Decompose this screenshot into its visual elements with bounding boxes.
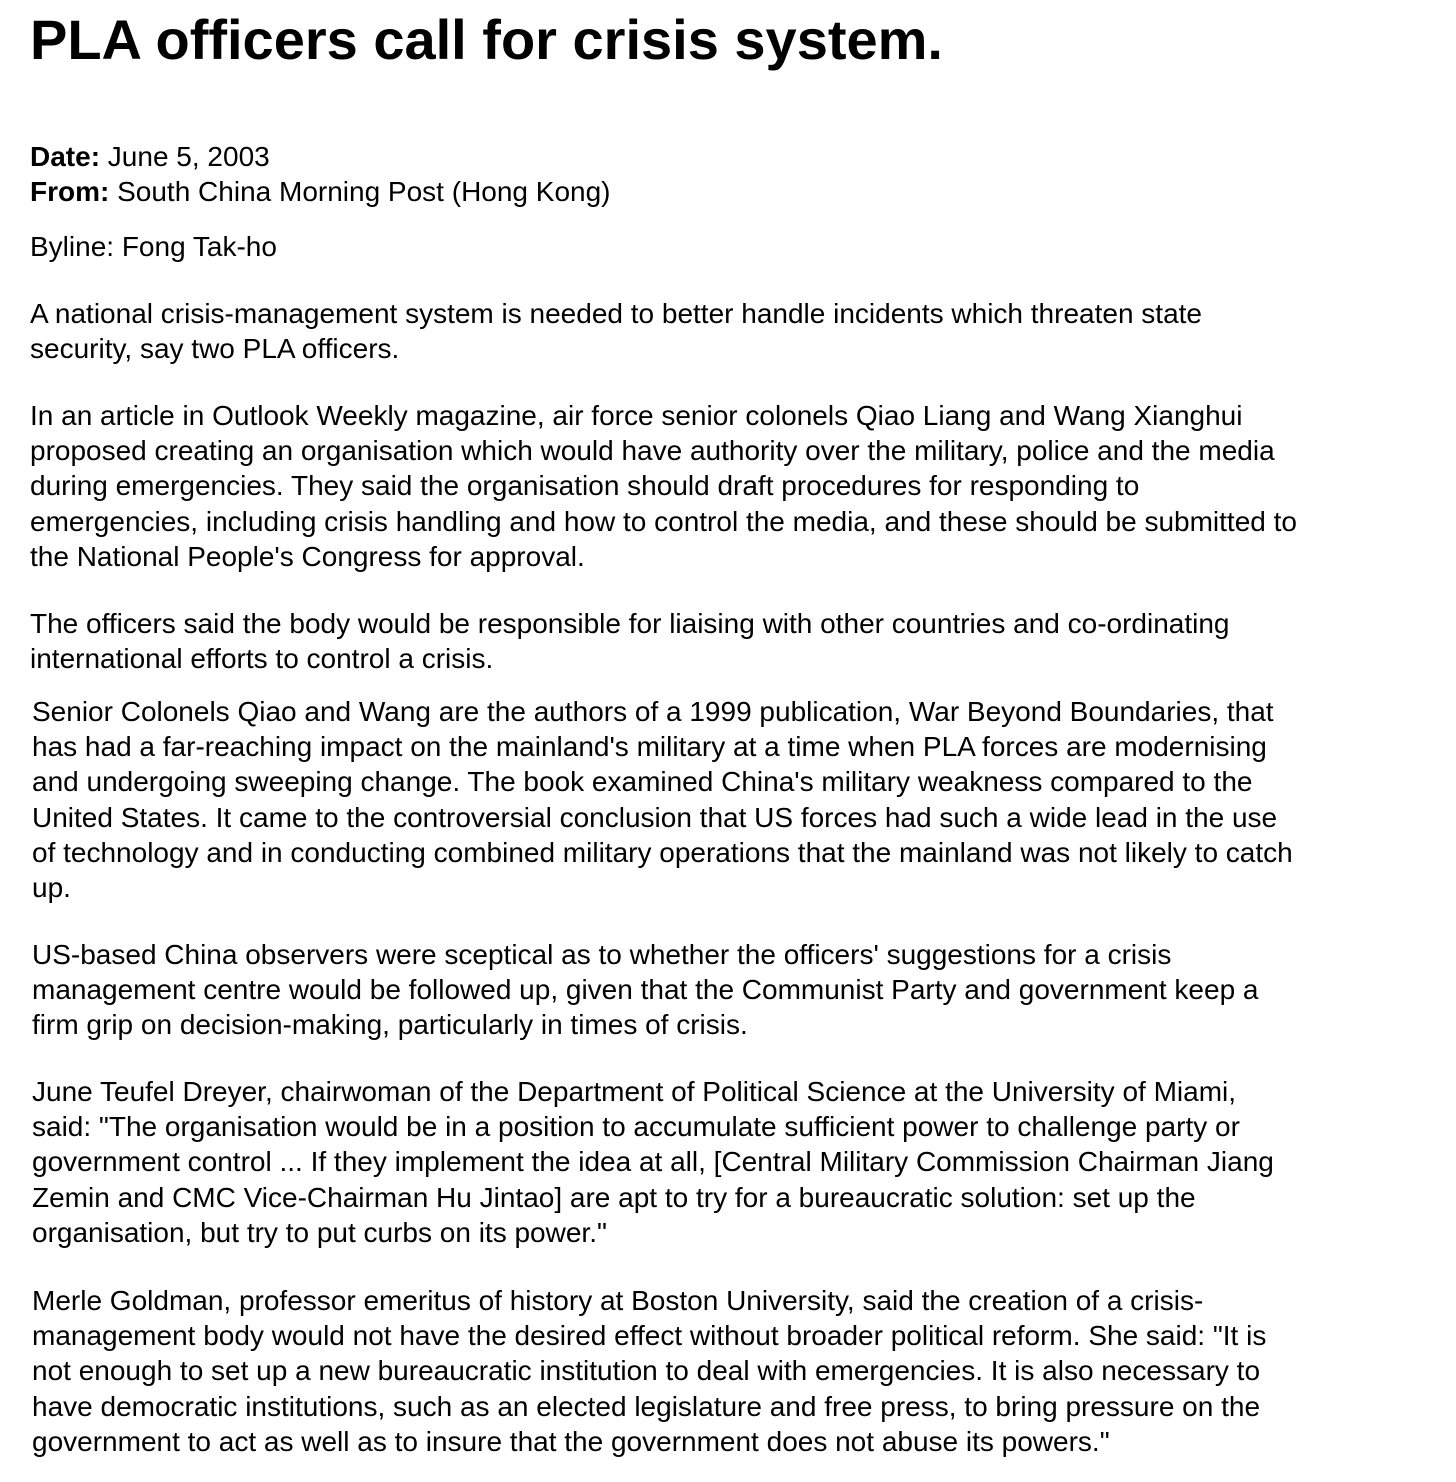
paragraph-line: government to act as well as to insure that the government does not abuse its powers." (32, 1425, 1110, 1457)
paragraph-line: organisation, but try to put curbs on its power." (32, 1216, 607, 1248)
paragraph-line: government control ... If they implement the idea at all, [Central Military Commission Chairman Jiang (32, 1146, 1274, 1178)
paragraph (30, 398, 1450, 574)
date-value: June 5, 2003 (100, 141, 270, 172)
source-label: From: (30, 176, 110, 207)
paragraph-line: A national crisis-management system is needed to better handle incidents which threaten state (30, 298, 1202, 329)
paragraph (30, 606, 1450, 676)
paragraph (32, 1074, 1452, 1250)
paragraph-line: The officers said the body would be responsible for liaising with other countries and co-ordinating (30, 608, 1230, 639)
paragraph-line: US-based China observers were sceptical as to whether the officers' suggestions for a crisis (32, 939, 1172, 970)
paragraph-line: during emergencies. They said the organisation should draft procedures for responding to (30, 470, 1140, 502)
paragraph-line: In an article in Outlook Weekly magazine, air force senior colonels Qiao Liang and Wang Xianghui (30, 400, 1243, 431)
source-value: South China Morning Post (Hong Kong) (109, 176, 611, 207)
paragraph-line: June Teufel Dreyer, chairwoman of the Department of Political Science at the University of Miami, (32, 1076, 1237, 1107)
paragraph-line: management body would not have the desired effect without broader political reform. She said: "It is (32, 1320, 1267, 1352)
paragraph (32, 937, 1452, 1043)
paragraph-line: international efforts to control a crisis. (30, 643, 494, 675)
article-title: PLA officers call for crisis system. (30, 8, 943, 71)
paragraph-line: United States. It came to the controversial conclusion that US forces had such a wide lead in the use (32, 801, 1278, 833)
paragraph (30, 296, 1450, 366)
paragraph-line: management centre would be followed up, given that the Communist Party and government keep a (32, 974, 1259, 1006)
paragraph-line: emergencies, including crisis handling and how to control the media, and these should be submitted to (30, 505, 1297, 537)
date-label: Date: (30, 141, 101, 172)
article-meta (30, 139, 611, 209)
paragraph-line: security, say two PLA officers. (30, 333, 400, 365)
paragraph-line: not enough to set up a new bureaucratic institution to deal with emergencies. It is also necessary to (32, 1355, 1261, 1387)
paragraph-line: of technology and in conducting combined military operations that the mainland was not likely to catch (32, 836, 1293, 868)
paragraph-line: Merle Goldman, professor emeritus of history at Boston University, said the creation of a crisis- (32, 1285, 1204, 1316)
paragraph-line: the National People's Congress for approval. (30, 540, 585, 572)
paragraph (32, 694, 1452, 905)
paragraph-line: up. (32, 872, 71, 904)
paragraph-line: Zemin and CMC Vice-Chairman Hu Jintao] are apt to try for a bureaucratic solution: set up the (32, 1181, 1196, 1213)
paragraph-line: and undergoing sweeping change. The book examined China's military weakness compared to the (32, 766, 1253, 798)
paragraph (32, 1283, 1452, 1459)
byline: Byline: Fong Tak-ho (30, 231, 277, 262)
date-row (30, 139, 611, 174)
paragraph-line: proposed creating an organisation which would have authority over the military, police and the media (30, 435, 1275, 467)
paragraph-line: Senior Colonels Qiao and Wang are the authors of a 1999 publication, War Beyond Boundaries, that (32, 696, 1274, 727)
source-row (30, 174, 611, 209)
paragraph-line: has had a far-reaching impact on the mainland's military at a time when PLA forces are modernising (32, 731, 1267, 763)
paragraph-line: have democratic institutions, such as an elected legislature and free press, to bring pressure on the (32, 1390, 1261, 1422)
paragraph-line: firm grip on decision-making, particularly in times of crisis. (32, 1009, 748, 1041)
paragraph-line: said: "The organisation would be in a position to accumulate sufficient power to challenge party or (32, 1111, 1240, 1143)
